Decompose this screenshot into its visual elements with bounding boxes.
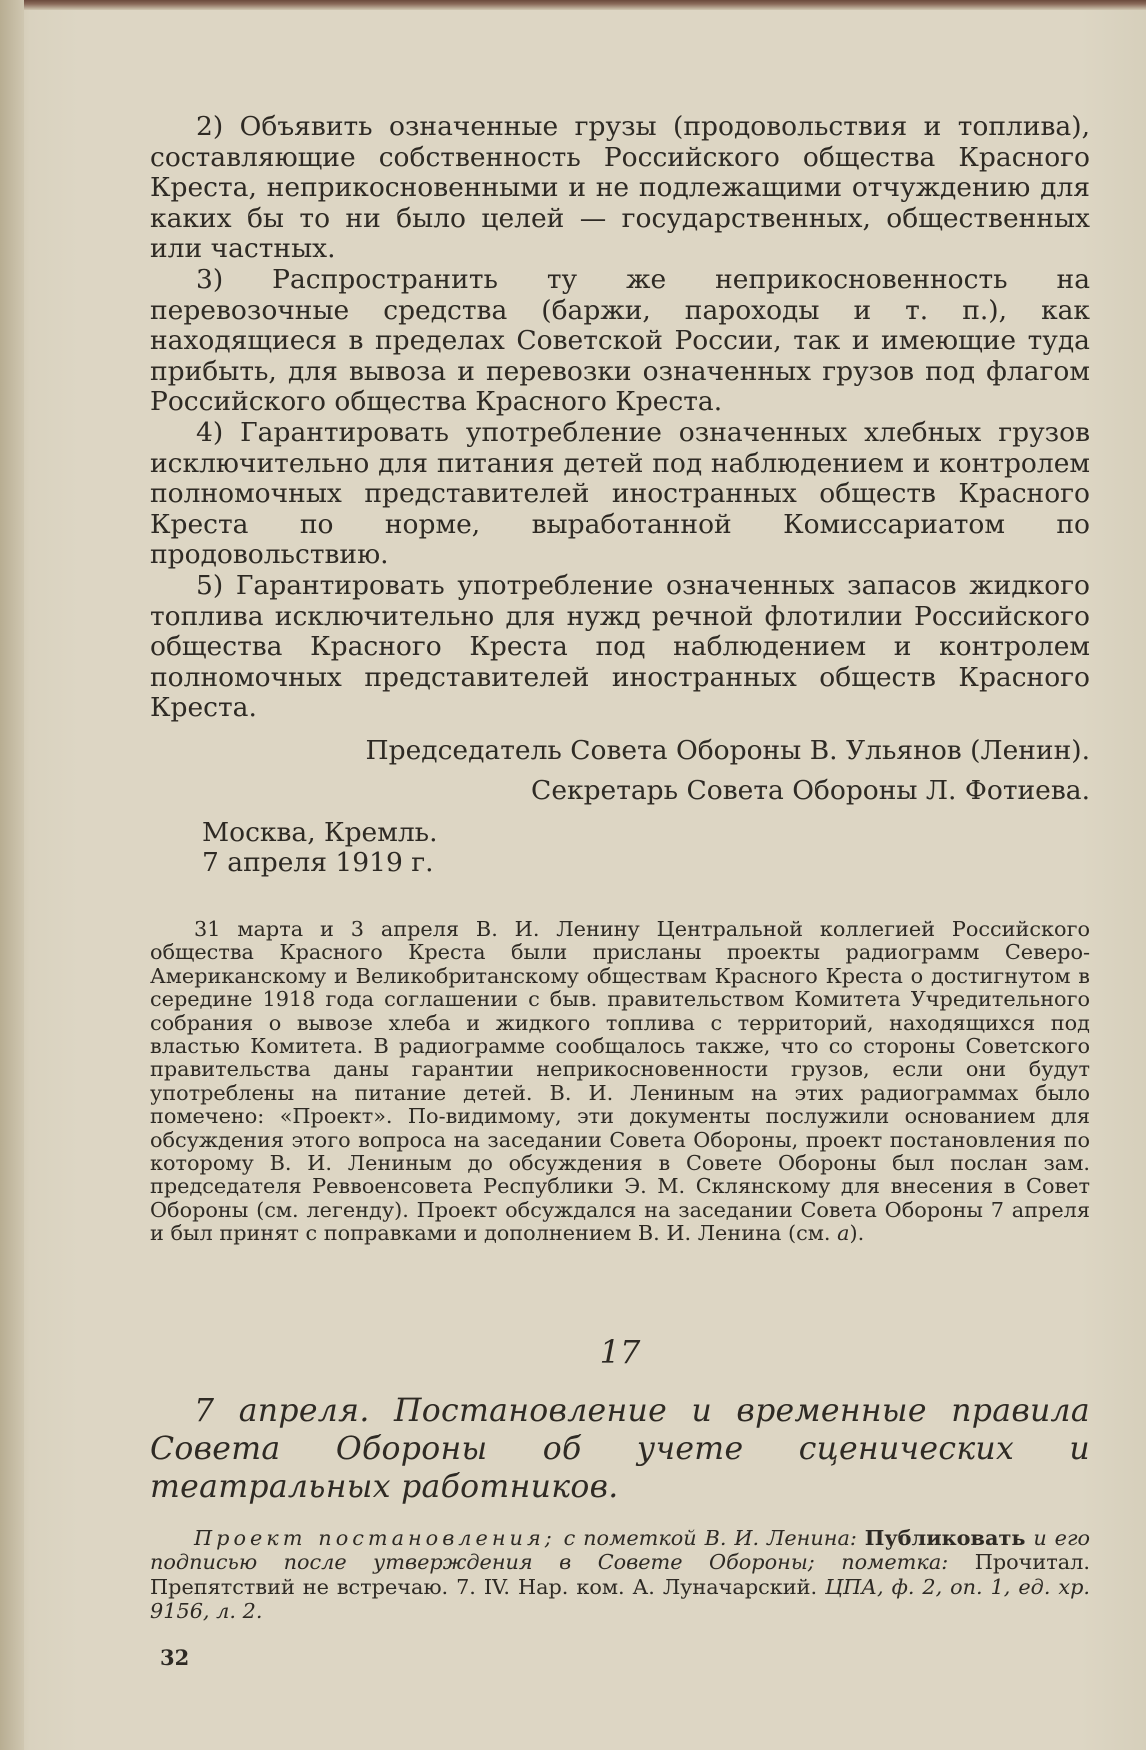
source-spaced: Проект постановления; [194, 1525, 556, 1550]
document-number: 17 [599, 1332, 641, 1371]
source-part2: и его подписью после утверждения в Совете Обороны; пометка: [150, 1525, 1090, 1575]
signature-chairman: Председатель Совета Обороны В. Ульянов (Ленин). [365, 734, 1090, 766]
paragraph-item-3: 3) Распространить ту же неприкосновенность на перевозочные средства (баржи, пароходы и т. п.), как находящиеся в пределах Советской России, так и имеющие туда прибыть, для вывоза и перевозки означенных грузов под флагом Российского общества Красного Креста. [150, 263, 1090, 418]
place-date-block [202, 818, 1090, 878]
source-archive: ЦПА, ф. 2, оп. 1, ед. хр. 9156, л. 2. [150, 1574, 1090, 1624]
signature-secretary: Секретарь Совета Обороны Л. Фотиева. [531, 774, 1090, 806]
note-text: 31 марта и 3 апреля В. И. Ленину Центральной коллегией Российского общества Красного Креста были присланы проекты радиограмм Северо-Американскому и Великобританскому обществам Красного Креста о достигнутом в середине 1918 года соглашении с быв. правительством Комитета Учредительного собрания о вывозе хлеба и жидкого топлива с территорий, находящихся под властью Комитета. В радиограмме сообщалось также, что со стороны Советского правительства даны гарантии неприкосновенности грузов, если они будут употреблены на питание детей. В. И. Лениным на этих радиограммах было помечено: «Проект». По-видимому, эти документы послужили основанием для обсуждения этого вопроса на заседании Совета Обороны, проект постановления по которому В. И. Лениным до обсуждения в Совете Обороны был послан зам. председателя Реввоенсовета Республики Э. М. Склянскому для внесения в Совет Обороны (см. легенду). Проект обсуждался на заседании Совета Обороны 7 апреля и был принят с поправками и дополнением В. И. Ленина (см. [150, 916, 1090, 1246]
page-top-edge [0, 0, 1146, 10]
date-text: 7 апреля 1919 г. [202, 846, 434, 878]
source-part1: с пометкой В. И. Ленина: [555, 1525, 865, 1550]
source-bold: Публиковать [864, 1524, 1026, 1550]
editorial-note [150, 918, 1090, 1246]
paragraph-item-4: 4) Гарантировать употребление означенных хлебных грузов исключительно для питания детей под наблюдением и контролем полномочных представителей иностранных обществ Красного Креста по норме, выработанной Комиссариатом по продовольствию. [150, 416, 1090, 571]
document-heading: 7 апреля. Постановление и временные правила Совета Обороны об учете сценических и театральных работников. [150, 1392, 1090, 1505]
note-end: ). [849, 1221, 865, 1246]
place-text: Москва, Кремль. [202, 816, 438, 848]
source-plain: Прочитал. Препятствий не встречаю. 7. IV. Нар. ком. А. Луначарский. [150, 1550, 1090, 1599]
note-ref: а [837, 1221, 850, 1246]
page-number: 32 [160, 1645, 190, 1670]
source-reference [150, 1526, 1090, 1624]
page-content [150, 112, 1090, 1624]
paragraph-item-5: 5) Гарантировать употребление означенных запасов жидкого топлива исключительно для нужд речной флотилии Российского общества Красного Креста под наблюдением и контролем полномочных представителей иностранных обществ Красного Креста. [150, 569, 1090, 724]
page-binding-edge [0, 0, 24, 1750]
paragraph-item-2: 2) Объявить означенные грузы (продовольствия и топлива), составляющие собственность Российского общества Красного Креста, неприкосновенными и не подлежащими отчуждению для каких бы то ни было целей — государственных, общественных или частных. [150, 111, 1090, 265]
